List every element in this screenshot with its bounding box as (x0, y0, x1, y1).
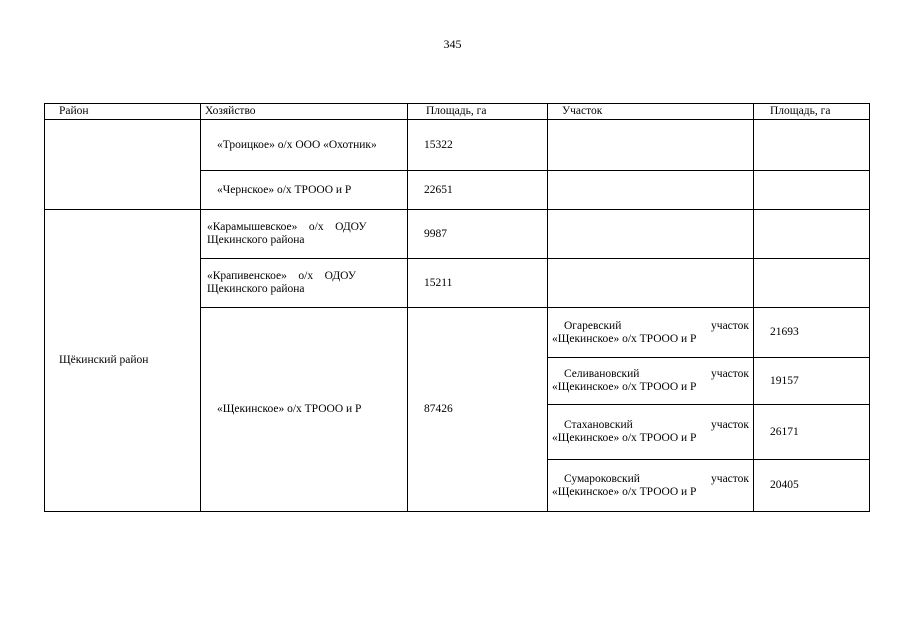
area-cell: 15322 (408, 120, 548, 171)
farm-cell: «Троицкое» о/х ООО «Охотник» (201, 120, 408, 171)
plot-cell (548, 460, 754, 512)
plot-word: участок (711, 419, 749, 431)
farm-cell (201, 210, 408, 259)
farm-line1: «Крапивенское» о/х ОДОУ (207, 270, 356, 282)
plot-line2: «Щекинское» о/х ТРООО и Р (552, 432, 697, 444)
plot-line2: «Щекинское» о/х ТРООО и Р (552, 485, 697, 498)
plot-area-cell: 26171 (754, 405, 870, 460)
table-row (45, 120, 870, 171)
plot-cell (548, 308, 754, 358)
page-number: 345 (443, 37, 462, 51)
plot-area-cell: 21693 (754, 308, 870, 358)
plot-area-cell: 20405 (754, 460, 870, 512)
plot-name: Огаревский (564, 319, 622, 332)
plot-area-cell-empty (754, 259, 870, 308)
plot-cell-empty (548, 171, 754, 210)
plot-cell-empty (548, 259, 754, 308)
plot-cell (548, 358, 754, 405)
header-district: Район (45, 104, 201, 120)
farm-cell: «Чернское» о/х ТРООО и Р (201, 171, 408, 210)
farm-line1: «Карамышевское» о/х ОДОУ (207, 221, 367, 233)
plot-word: участок (711, 319, 749, 332)
plot-cell-empty (548, 120, 754, 171)
plot-area-cell-empty (754, 210, 870, 259)
farm-cell: «Щекинское» о/х ТРООО и Р (201, 308, 408, 512)
plot-name: Сумароковский (564, 472, 640, 485)
area-cell: 22651 (408, 171, 548, 210)
header-area: Площадь, га (408, 104, 548, 120)
farm-line2: Щекинского района (207, 234, 305, 246)
header-farm: Хозяйство (201, 104, 408, 120)
hunting-grounds-table (44, 103, 870, 512)
plot-cell-empty (548, 210, 754, 259)
table-row (45, 210, 870, 259)
table-header-row (45, 104, 870, 120)
plot-area-cell-empty (754, 171, 870, 210)
plot-name: Селивановский (564, 368, 640, 380)
area-cell: 87426 (408, 308, 548, 512)
area-cell: 9987 (408, 210, 548, 259)
district-cell: Щёкинский район (45, 210, 201, 512)
plot-area-cell: 19157 (754, 358, 870, 405)
plot-word: участок (711, 472, 749, 485)
plot-area-cell-empty (754, 120, 870, 171)
plot-name: Стахановский (564, 419, 633, 431)
header-plot: Участок (548, 104, 754, 120)
farm-line2: Щекинского района (207, 283, 305, 295)
plot-word: участок (711, 368, 749, 380)
header-plot-area: Площадь, га (754, 104, 870, 120)
plot-line2: «Щекинское» о/х ТРООО и Р (552, 381, 697, 393)
farm-cell (201, 259, 408, 308)
plot-cell (548, 405, 754, 460)
district-cell-empty (45, 120, 201, 210)
area-cell: 15211 (408, 259, 548, 308)
plot-line2: «Щекинское» о/х ТРООО и Р (552, 332, 697, 345)
